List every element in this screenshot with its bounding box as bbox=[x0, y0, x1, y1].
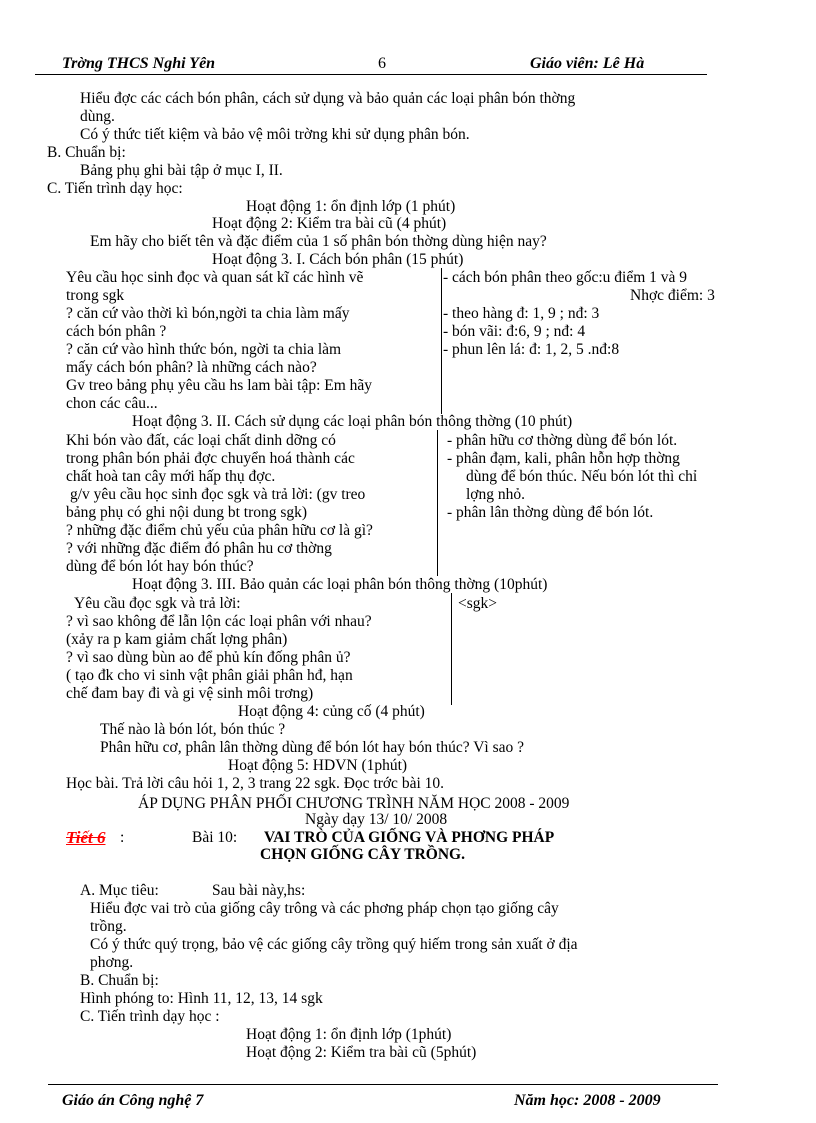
lesson-a-line-2: Có ý thức quý trọng, bảo vệ các giống cây trồng quý hiếm trong sản xuất ở địa bbox=[90, 936, 578, 953]
table2-right-0: - phân hữu cơ thờng dùng để bón lót. bbox=[447, 432, 678, 449]
header-rule bbox=[35, 74, 707, 75]
section-c-title: C. Tiến trình dạy học: bbox=[47, 180, 183, 197]
table3-left-4: ( tạo đk cho vi sinh vật phân giải phân hđ, hạn bbox=[66, 667, 353, 684]
table3-left-0: Yêu cầu đọc sgk và trả lời: bbox=[74, 595, 241, 612]
intro-line-1: Hiểu đợc các cách bón phân, cách sử dụng và bảo quản các loại phân bón thờng bbox=[80, 90, 576, 107]
lesson-tiet: Tiết 6 bbox=[66, 828, 106, 847]
table3-left-3: ? vì sao dùng bùn ao để phủ kín đống phân ủ? bbox=[66, 649, 351, 666]
table2-left-2: chất hoà tan cây mới hấp thụ đợc. bbox=[66, 468, 276, 485]
table2-left-0: Khi bón vào đất, các loại chất dinh dỡng có bbox=[66, 432, 336, 449]
header-teacher: Giáo viên: Lê Hà bbox=[530, 55, 645, 72]
table1-right-4: - phun lên lá: đ: 1, 2, 5 .nđ:8 bbox=[443, 341, 620, 358]
activity-3-3: Hoạt động 3. III. Bảo quản các loại phân bón thông thờng (10phút) bbox=[132, 576, 548, 593]
lesson-a-title-rest: Sau bài này,hs: bbox=[212, 882, 306, 899]
lesson-title-2: CHỌN GIỐNG CÂY TRỒNG. bbox=[260, 846, 465, 863]
table3-right-0: <sgk> bbox=[458, 595, 498, 612]
table2-left-1: trong phân bón phải đợc chuyển hoá thành các bbox=[66, 450, 355, 467]
section-b-title: B. Chuẩn bị: bbox=[47, 144, 126, 161]
table2-right-2: dùng để bón thúc. Nếu bón lót thì chỉ bbox=[466, 468, 698, 485]
table3-left-5: chế đam bay đi và gi vệ sinh môi trơng) bbox=[66, 685, 314, 702]
section-b-content: Bảng phụ ghi bài tập ở mục I, II. bbox=[80, 162, 283, 179]
table2-left-3: g/v yêu cầu học sinh đọc sgk và trả lời: (gv treo bbox=[70, 486, 366, 503]
footer-left: Giáo án Công nghệ 7 bbox=[62, 1092, 204, 1109]
table1-left-4: ? căn cứ vào hình thức bón, ngời ta chia làm bbox=[66, 341, 342, 358]
table3-divider bbox=[451, 593, 452, 705]
activity-4-line-1: Phân hữu cơ, phân lân thờng dùng để bón lót hay bón thúc? Vì sao ? bbox=[100, 739, 524, 756]
table2-right-1: - phân đạm, kali, phân hỗn hợp thờng bbox=[447, 450, 680, 467]
activity-2: Hoạt động 2: Kiểm tra bài cũ (4 phút) bbox=[212, 215, 447, 232]
activity-5: Hoạt động 5: HDVN (1phút) bbox=[228, 757, 408, 774]
table1-right-2: - theo hàng đ: 1, 9 ; nđ: 3 bbox=[443, 305, 600, 322]
table2-right-4: - phân lân thờng dùng để bón lót. bbox=[447, 504, 654, 521]
table1-left-1: trong sgk bbox=[66, 287, 125, 304]
footer-right: Năm học: 2008 - 2009 bbox=[514, 1092, 661, 1109]
activity-3-1: Hoạt động 3. I. Cách bón phân (15 phút) bbox=[212, 251, 464, 268]
lesson-b-title: B. Chuẩn bị: bbox=[80, 972, 159, 989]
table2-left-5: ? những đặc điểm chủ yếu của phân hữu cơ là gì? bbox=[66, 522, 373, 539]
lesson-b-content: Hình phóng to: Hình 11, 12, 13, 14 sgk bbox=[80, 990, 323, 1007]
footer-rule bbox=[48, 1084, 718, 1085]
activity-2-question: Em hãy cho biết tên và đặc điểm của 1 số phân bón thờng dùng hiện nay? bbox=[90, 233, 547, 250]
table1-divider bbox=[441, 268, 442, 414]
table1-left-3: cách bón phân ? bbox=[66, 323, 167, 340]
homework: Học bài. Trả lời câu hỏi 1, 2, 3 trang 22 sgk. Đọc trớc bài 10. bbox=[66, 775, 445, 792]
table2-left-6: ? với những đặc điểm đó phân hu cơ thờng bbox=[66, 540, 332, 557]
activity-3-2: Hoạt động 3. II. Cách sử dụng các loại phân bón thông thờng (10 phút) bbox=[132, 413, 573, 430]
table1-right-0: - cách bón phân theo gốc:u điểm 1 và 9 bbox=[443, 269, 688, 286]
table2-left-7: dùng để bón lót hay bón thúc? bbox=[66, 558, 254, 575]
table2-left-4: bảng phụ có ghi nội dung bt trong sgk) bbox=[66, 504, 308, 521]
table1-left-2: ? căn cứ vào thời kì bón,ngời ta chia làm mấy bbox=[66, 305, 350, 322]
page-number: 6 bbox=[378, 55, 386, 72]
program-title: ÁP DỤNG PHÂN PHỐI CHƯƠNG TRÌNH NĂM HỌC 2008 - 2009 bbox=[138, 795, 570, 812]
activity-1: Hoạt động 1: ổn định lớp (1 phút) bbox=[246, 198, 456, 215]
activity-4: Hoạt động 4: củng cố (4 phút) bbox=[238, 703, 425, 720]
lesson-a-line-1: Hiểu đợc vai trò của giống cây trông và các phơng pháp chọn tạo giống cây bbox=[90, 900, 559, 917]
table1-right-3: - bón vãi: đ:6, 9 ; nđ: 4 bbox=[443, 323, 586, 340]
lesson-c-activity-1: Hoạt động 1: ổn định lớp (1phút) bbox=[246, 1026, 452, 1043]
table1-left-7: chon các câu... bbox=[66, 395, 158, 412]
intro-line-2: Có ý thức tiết kiệm và bảo vệ môi trờng khi sử dụng phân bón. bbox=[80, 126, 470, 143]
table1-right-1: Nhợc điểm: 3 bbox=[630, 287, 715, 304]
lesson-c-activity-2: Hoạt động 2: Kiểm tra bài cũ (5phút) bbox=[246, 1044, 477, 1061]
lesson-c-title: C. Tiến trình dạy học : bbox=[80, 1008, 220, 1025]
date-line: Ngày dạy 13/ 10/ 2008 bbox=[305, 811, 448, 828]
table1-left-0: Yêu cầu học sinh đọc và quan sát kĩ các hình vẽ bbox=[66, 269, 364, 286]
lesson-a-line-1b: trồng. bbox=[90, 918, 127, 935]
table2-right-3: lợng nhỏ. bbox=[466, 486, 526, 503]
intro-line-1b: dùng. bbox=[80, 108, 115, 125]
activity-4-line-0: Thế nào là bón lót, bón thúc ? bbox=[100, 721, 286, 738]
lesson-bai: Bài 10: bbox=[192, 829, 238, 846]
table3-left-1: ? vì sao không để lẫn lộn các loại phân với nhau? bbox=[66, 613, 372, 630]
lesson-tiet-colon: : bbox=[120, 829, 125, 846]
lesson-a-line-2b: phơng. bbox=[90, 954, 134, 971]
lesson-title-1: VAI TRÒ CỦA GIỐNG VÀ PHƠNG PHÁP bbox=[264, 829, 555, 846]
table2-divider bbox=[437, 430, 438, 576]
table1-left-5: mấy cách bón phân? là những cách nào? bbox=[66, 359, 317, 376]
table1-left-6: Gv treo bảng phụ yêu cầu hs lam bài tập: Em hãy bbox=[66, 377, 373, 394]
lesson-a-title: A. Mục tiêu: bbox=[80, 882, 159, 899]
header-school: Trờng THCS Nghi Yên bbox=[62, 55, 216, 72]
table3-left-2: (xảy ra p kam giảm chất lợng phân) bbox=[66, 631, 288, 648]
